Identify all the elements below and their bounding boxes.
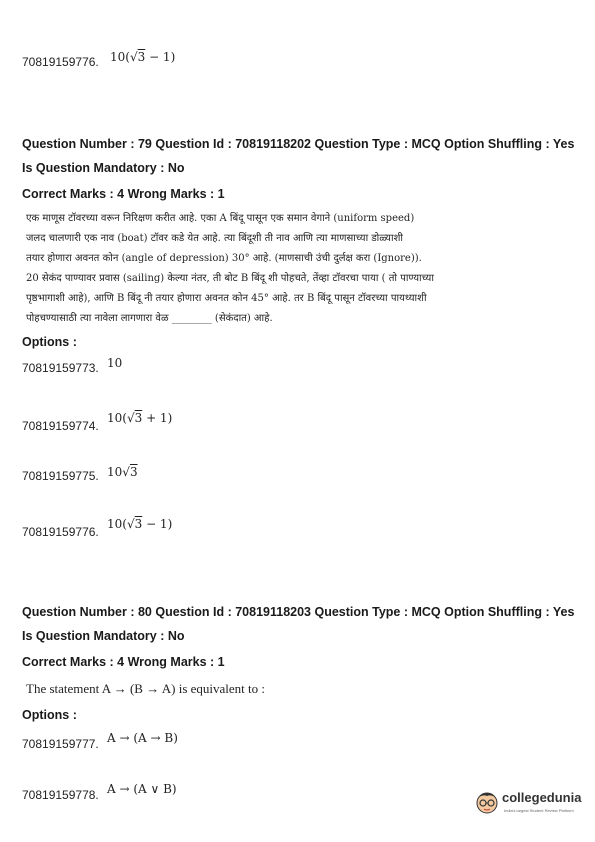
option-math: A → (A → B) bbox=[107, 731, 178, 745]
q79-body-line: पृष्ठभागाशी आहे), आणि B बिंदू नी तयार होणारा अवनत कोन 45° आहे. तर B बिंदू पासून टॉवरच्या पायथ्याशी bbox=[26, 293, 427, 304]
math-suffix: − 1) bbox=[145, 50, 176, 64]
option-id: 70819159776. bbox=[22, 55, 99, 69]
option-math bbox=[107, 356, 122, 370]
q79-body-line: 20 सेकंद पाण्यावर प्रवास (sailing) केल्या नंतर, ती बोट B बिंदू शी पोहचते, तेंव्हा टॉवरचा पाया ( तो पाण्याच्या bbox=[26, 273, 434, 284]
q79-marks: Correct Marks : 4 Wrong Marks : 1 bbox=[22, 187, 225, 201]
math-prefix: 10( bbox=[107, 411, 127, 425]
q79-body-line: जलद चालणारी एक नाव (boat) टॉवर कडे येत आहे. त्या बिंदूशी ती नाव आणि त्या माणसाच्या डोळ्याशी bbox=[26, 233, 403, 244]
option-math: 10(√3 + 1) bbox=[107, 411, 173, 425]
math-radicand: 3 bbox=[129, 465, 138, 479]
option-id: 70819159774. bbox=[22, 419, 99, 433]
math-suffix: + 1) bbox=[142, 411, 173, 425]
logo-wordmark: collegedunia bbox=[502, 790, 582, 805]
q79-body-line: एक माणूस टॉवरच्या वरून निरिक्षण करीत आहे. एका A बिंदू पासून एक समान वेगाने (uniform speed) bbox=[26, 213, 415, 224]
q80-header: Question Number : 80 Question Id : 70819118203 Question Type : MCQ Option Shuffling : Yes bbox=[22, 605, 575, 619]
logo-tagline: India's largest Student Review Platform bbox=[504, 808, 574, 813]
option-math: 10√3 bbox=[107, 465, 138, 479]
option-math: A → (A ∨ B) bbox=[107, 782, 177, 796]
q80-mandatory: Is Question Mandatory : No bbox=[22, 629, 185, 643]
math-radicand: 3 bbox=[137, 50, 146, 64]
q79-header: Question Number : 79 Question Id : 70819118202 Question Type : MCQ Option Shuffling : Yes bbox=[22, 137, 575, 151]
option-math: 10(√3 − 1) bbox=[107, 517, 173, 531]
q80-options-label: Options : bbox=[22, 708, 77, 722]
math-radicand: 3 bbox=[134, 411, 143, 425]
math-prefix: 10 bbox=[107, 356, 123, 370]
q79-options-label: Options : bbox=[22, 335, 77, 349]
option-id: 70819159778. bbox=[22, 788, 99, 802]
math-suffix: − 1) bbox=[142, 517, 173, 531]
q80-statement: The statement A → (B → A) is equivalent to : bbox=[26, 681, 266, 696]
option-id: 70819159776. bbox=[22, 525, 99, 539]
q79-mandatory: Is Question Mandatory : No bbox=[22, 161, 185, 175]
math-radicand: 3 bbox=[134, 517, 143, 531]
q80-marks: Correct Marks : 4 Wrong Marks : 1 bbox=[22, 655, 225, 669]
q79-body-line: पोहचण्यासाठी त्या नावेला लागणारा वेळ ________ (सेकंदात) आहे. bbox=[26, 313, 273, 324]
math-prefix: 10( bbox=[107, 517, 127, 531]
option-id: 70819159775. bbox=[22, 469, 99, 483]
option-id: 70819159773. bbox=[22, 361, 99, 375]
option-id: 70819159777. bbox=[22, 737, 99, 751]
q79-body-line: तयार होणारा अवनत कोन (angle of depression) 30° आहे. (माणसाची उंची दुर्लक्ष करा (Ignore)). bbox=[26, 253, 422, 264]
mascot-icon bbox=[474, 788, 500, 816]
math-prefix: 10( bbox=[110, 50, 130, 64]
collegedunia-logo bbox=[474, 786, 582, 820]
option-math: 10(√3 − 1) bbox=[110, 50, 176, 64]
math-prefix: 10 bbox=[107, 465, 123, 479]
